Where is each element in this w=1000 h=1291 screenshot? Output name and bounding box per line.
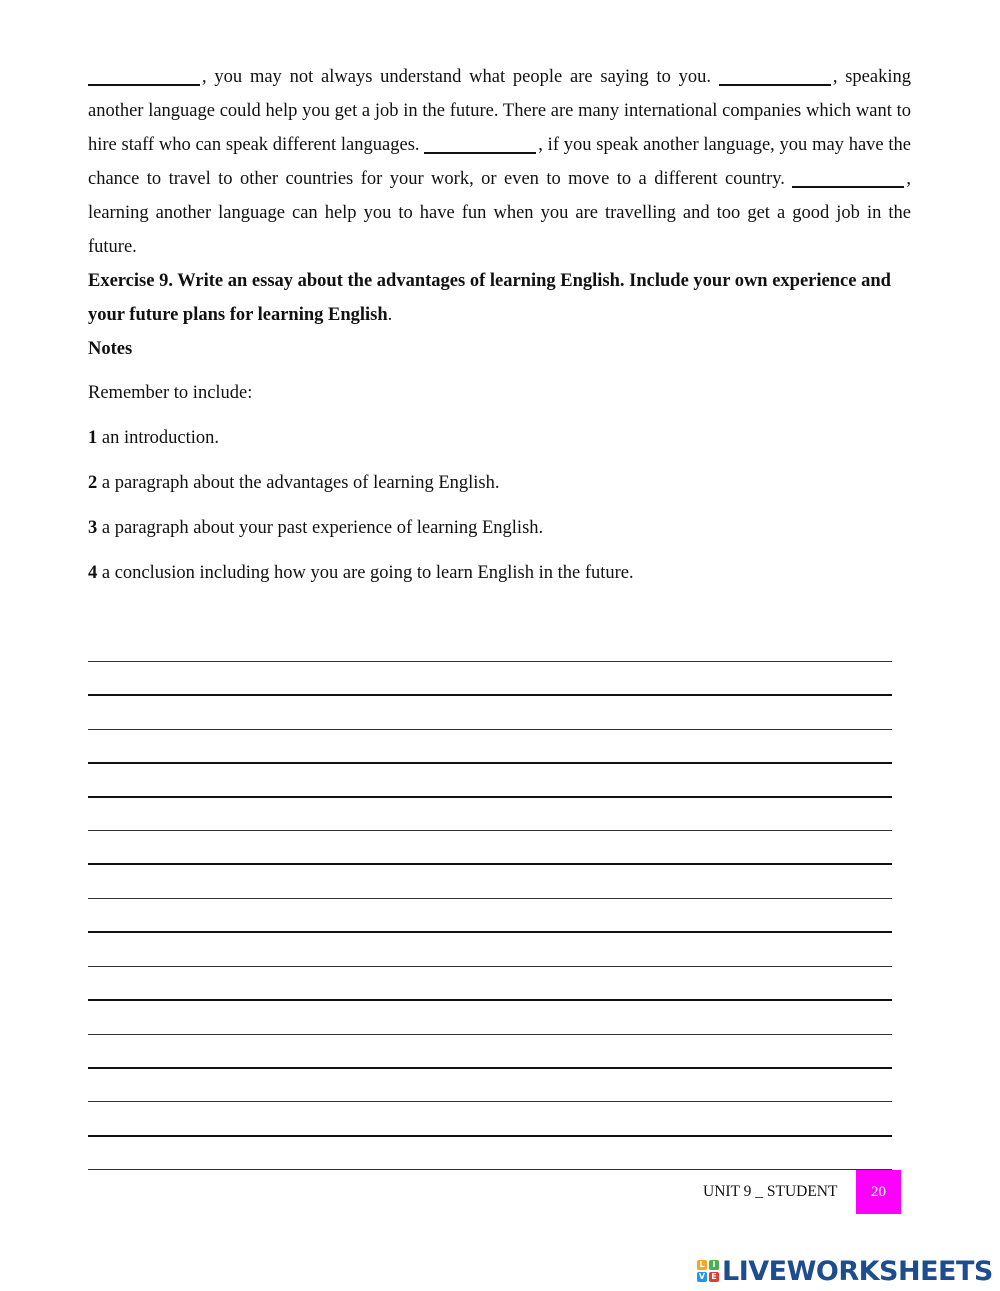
notes-item-number: 4 xyxy=(88,563,98,583)
passage-segment-1: , you may not always understand what people are saying to you. xyxy=(202,67,719,87)
notes-intro: Remember to include: xyxy=(88,383,253,403)
notes-item-text: a paragraph about the advantages of learning English. xyxy=(97,473,500,493)
blank-2-input[interactable] xyxy=(719,72,835,92)
blank-3[interactable] xyxy=(424,132,536,154)
blank-4[interactable] xyxy=(792,166,904,188)
logo-tile: E xyxy=(709,1272,719,1282)
passage-segment-4: , learning another language can help you to have fun when you are travelling and too get a good job in the future. xyxy=(88,169,911,257)
logo-tile: V xyxy=(698,1272,706,1281)
notes-item-4 xyxy=(88,556,634,590)
page-number-badge: 20 xyxy=(856,1170,901,1214)
notes-heading: Notes xyxy=(88,339,133,359)
blank-2[interactable] xyxy=(719,64,831,86)
liveworksheets-brand xyxy=(697,1254,993,1288)
blank-3-input[interactable] xyxy=(424,140,540,160)
notes-item-text: a conclusion including how you are going to learn English in the future. xyxy=(97,563,634,583)
notes-item-2 xyxy=(88,466,499,500)
exercise-period: . xyxy=(387,305,393,325)
notes-item-number: 3 xyxy=(88,518,98,538)
exercise-9-heading xyxy=(88,264,911,332)
passage-segment-3: , if you speak another language, you may have the chance to travel to other countries for your work, or even to move to a different country. xyxy=(88,135,911,189)
notes-item-3 xyxy=(88,511,543,545)
passage-paragraph xyxy=(88,60,911,264)
exercise-title: Exercise 9. Write an essay about the advantages of learning English. Include your own experience and your future plans for learning English xyxy=(88,271,891,325)
brand-name: LIVEWORKSHEETS xyxy=(722,1255,993,1287)
footer-unit-label: UNIT 9 _ STUDENT xyxy=(703,1183,838,1200)
notes-item-number: 1 xyxy=(88,428,98,448)
liveworksheets-logo-icon xyxy=(697,1260,719,1282)
notes-item-1 xyxy=(88,421,219,455)
notes-item-text: a paragraph about your past experience of learning English. xyxy=(97,518,544,538)
blank-4-input[interactable] xyxy=(792,174,908,194)
essay-writing-area[interactable] xyxy=(88,640,892,1170)
passage-segment-2: , speaking another language could help you get a job in the future. There are many international companies which want to hire staff who can speak different languages. xyxy=(88,67,911,155)
blank-1-input[interactable] xyxy=(88,72,204,92)
logo-tile: L xyxy=(697,1260,707,1270)
blank-1[interactable] xyxy=(88,64,200,86)
notes-item-number: 2 xyxy=(88,473,98,493)
notes-item-text: an introduction. xyxy=(97,428,220,448)
logo-tile: I xyxy=(709,1260,719,1270)
